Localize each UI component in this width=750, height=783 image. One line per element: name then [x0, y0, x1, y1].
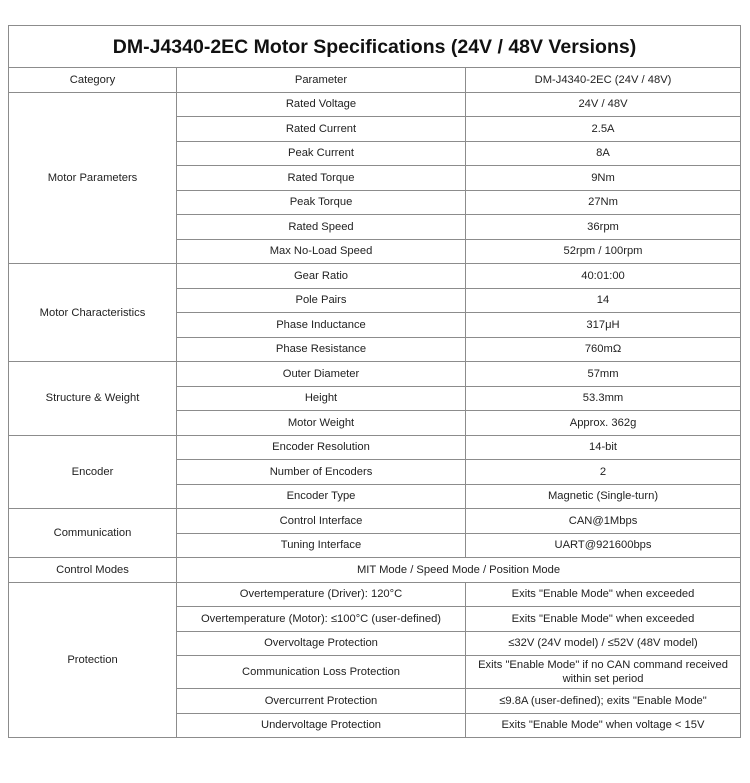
parameter-cell: Overvoltage Protection	[177, 631, 466, 656]
table-title: DM-J4340-2EC Motor Specifications (24V / 48V Versions)	[9, 26, 741, 68]
value-cell: 317μH	[466, 313, 741, 338]
parameter-cell: Rated Voltage	[177, 92, 466, 117]
value-cell: 2.5A	[466, 117, 741, 142]
parameter-cell: Overtemperature (Motor): ≤100°C (user-defined)	[177, 607, 466, 632]
value-cell: 14-bit	[466, 435, 741, 460]
table-row	[9, 558, 741, 583]
value-cell: Approx. 362g	[466, 411, 741, 436]
value-cell: Exits "Enable Mode" if no CAN command received within set period	[466, 656, 741, 689]
value-cell: 52rpm / 100rpm	[466, 239, 741, 264]
value-cell: CAN@1Mbps	[466, 509, 741, 534]
value-cell: Magnetic (Single-turn)	[466, 484, 741, 509]
table-row	[9, 264, 741, 289]
parameter-cell: Phase Inductance	[177, 313, 466, 338]
header-model: DM-J4340-2EC (24V / 48V)	[466, 68, 741, 93]
table-row	[9, 435, 741, 460]
category-cell: Motor Parameters	[9, 92, 177, 264]
parameter-cell: Number of Encoders	[177, 460, 466, 485]
category-cell: Structure & Weight	[9, 362, 177, 436]
table-row	[9, 92, 741, 117]
category-cell: Motor Characteristics	[9, 264, 177, 362]
parameter-cell: Peak Torque	[177, 190, 466, 215]
value-cell: 53.3mm	[466, 386, 741, 411]
spec-table	[8, 25, 741, 738]
parameter-cell: Overcurrent Protection	[177, 689, 466, 714]
category-cell: Protection	[9, 582, 177, 738]
value-cell: Exits "Enable Mode" when exceeded	[466, 582, 741, 607]
value-cell: Exits "Enable Mode" when exceeded	[466, 607, 741, 632]
value-cell: ≤9.8A (user-defined); exits "Enable Mode"	[466, 689, 741, 714]
value-cell: 57mm	[466, 362, 741, 387]
table-row	[9, 582, 741, 607]
parameter-cell: Peak Current	[177, 141, 466, 166]
parameter-cell: Height	[177, 386, 466, 411]
header-parameter: Parameter	[177, 68, 466, 93]
value-cell: 14	[466, 288, 741, 313]
parameter-cell: Rated Current	[177, 117, 466, 142]
parameter-cell: Pole Pairs	[177, 288, 466, 313]
parameter-cell: Encoder Resolution	[177, 435, 466, 460]
parameter-cell: Overtemperature (Driver): 120°C	[177, 582, 466, 607]
parameter-cell: Communication Loss Protection	[177, 656, 466, 689]
parameter-cell: Max No-Load Speed	[177, 239, 466, 264]
parameter-cell: Phase Resistance	[177, 337, 466, 362]
value-cell: 40:01:00	[466, 264, 741, 289]
table-row	[9, 509, 741, 534]
category-cell: Communication	[9, 509, 177, 558]
parameter-cell: Rated Speed	[177, 215, 466, 240]
header-row	[9, 68, 741, 93]
value-cell: Exits "Enable Mode" when voltage < 15V	[466, 713, 741, 738]
parameter-cell: Encoder Type	[177, 484, 466, 509]
parameter-cell: Control Interface	[177, 509, 466, 534]
table-row	[9, 362, 741, 387]
parameter-cell: Gear Ratio	[177, 264, 466, 289]
value-cell: 27Nm	[466, 190, 741, 215]
value-cell: 9Nm	[466, 166, 741, 191]
category-cell: Control Modes	[9, 558, 177, 583]
value-cell: ≤32V (24V model) / ≤52V (48V model)	[466, 631, 741, 656]
parameter-cell: Undervoltage Protection	[177, 713, 466, 738]
value-cell: UART@921600bps	[466, 533, 741, 558]
parameter-cell: Motor Weight	[177, 411, 466, 436]
parameter-cell: Outer Diameter	[177, 362, 466, 387]
value-cell: 760mΩ	[466, 337, 741, 362]
value-cell: 24V / 48V	[466, 92, 741, 117]
value-cell: 2	[466, 460, 741, 485]
value-cell: 8A	[466, 141, 741, 166]
value-cell: 36rpm	[466, 215, 741, 240]
parameter-cell: Tuning Interface	[177, 533, 466, 558]
header-category: Category	[9, 68, 177, 93]
category-cell: Encoder	[9, 435, 177, 509]
merged-value-cell: MIT Mode / Speed Mode / Position Mode	[177, 558, 741, 583]
parameter-cell: Rated Torque	[177, 166, 466, 191]
